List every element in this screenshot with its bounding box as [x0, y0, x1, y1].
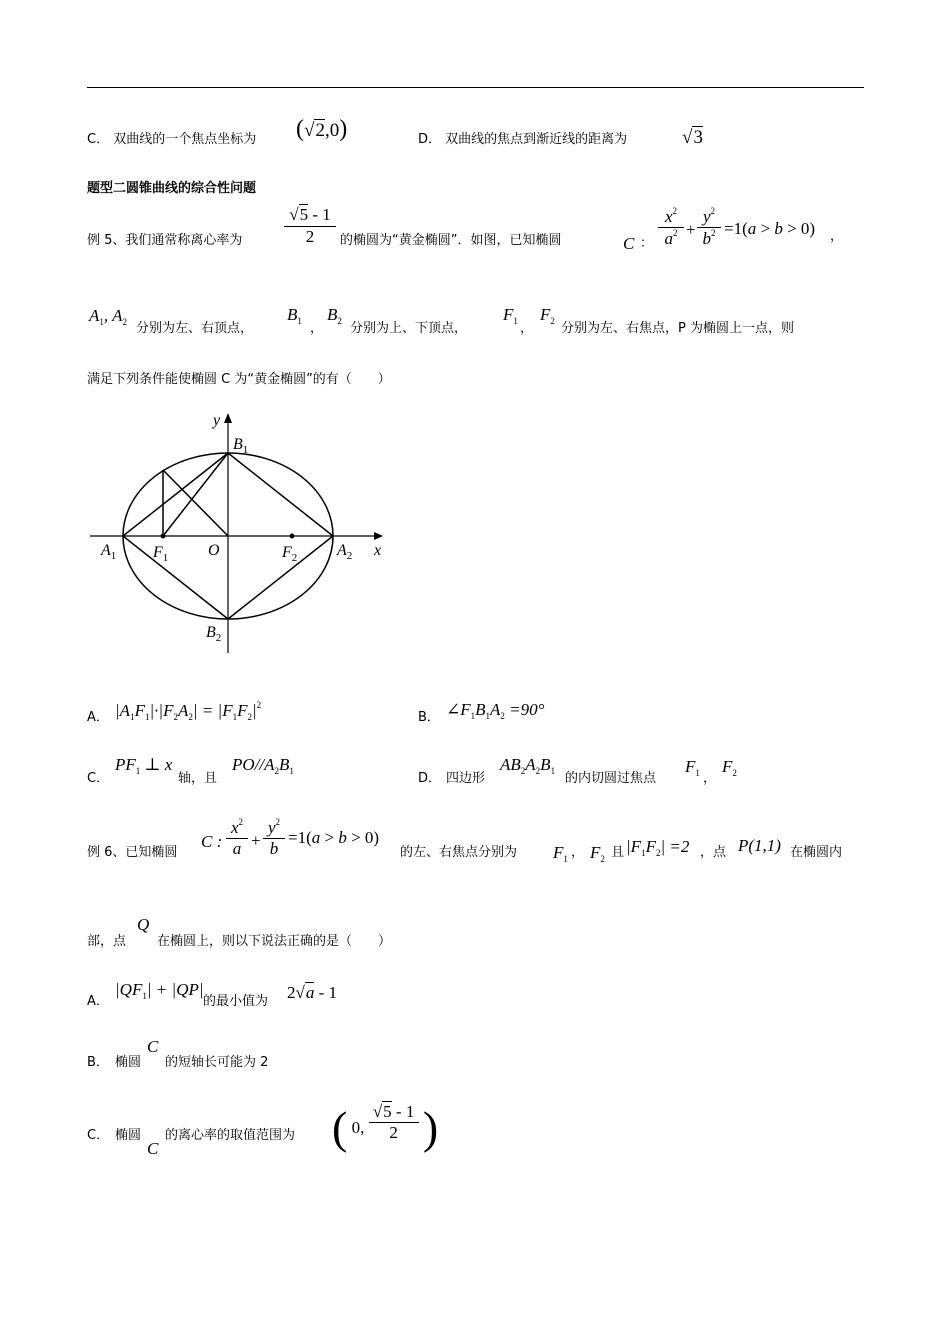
example6-mid3: ，点	[700, 845, 727, 860]
example5-mid: 的椭圆为“黄金椭圆”．如图，已知椭圆	[340, 233, 562, 248]
option6-a-math: $|QF_1| + |QP|$	[115, 980, 204, 1001]
a2-label: $A_2$	[337, 542, 353, 562]
example5-line3: 满足下列条件能使椭圆 C 为“黄金椭圆”的有（ ）	[87, 372, 391, 387]
example5-prefix: 例 5、我们通常称离心率为	[87, 233, 243, 248]
f1-label: $F_1$	[153, 544, 169, 564]
option-a-label: A．	[87, 710, 109, 725]
option6-b-text2: 的短轴长可能为 2	[165, 1055, 269, 1070]
example6-cond: $|F_1F_2| =2$	[626, 837, 690, 858]
option6-b-c: C	[147, 1037, 159, 1056]
example6-x-term: $x^2$ a	[226, 817, 248, 859]
o-label: O	[208, 542, 220, 559]
option-c-math1: $PF_1$ ⊥ x	[115, 755, 173, 776]
header-rule	[87, 87, 864, 88]
option-c-text1: 轴，且	[178, 771, 218, 786]
option-c-top: C． 双曲线的一个焦点坐标为	[87, 132, 257, 147]
option-c-top-math: (√2,0)	[296, 116, 348, 142]
colon: ：	[640, 235, 654, 250]
example5-line2-b: 分别为上、下顶点，	[350, 321, 468, 336]
option-d-f2: $F_2$	[722, 757, 737, 778]
f2-label: $F_2$	[282, 544, 298, 564]
vertex-b2: $B_2$	[327, 305, 342, 326]
plus-sign: +	[686, 220, 696, 239]
comma: ，	[830, 229, 844, 244]
option-d-label: D．	[418, 771, 442, 786]
line-p-o	[163, 470, 228, 536]
option-a-math: $|A_1F_1|\cdot|F_2A_2| = |F_1F_2|^2$	[115, 700, 262, 722]
option6-c-text2: 的离心率的取值范围为	[165, 1128, 296, 1143]
option-d-top-math: √3	[682, 127, 703, 148]
ellipse-y-term: $y^2$ $b^2$	[697, 206, 721, 249]
example6-end1: 在椭圆内	[790, 845, 843, 860]
example6-y-term: $y^2$ b	[263, 817, 285, 859]
section-title: 题型二圆锥曲线的综合性问题	[87, 181, 257, 196]
b2-label: $B_2$	[206, 624, 222, 644]
example6-condition: =1(a > b > 0)	[288, 828, 380, 847]
example6-mid2: 且	[611, 845, 625, 860]
option-d-math: $AB_2A_2B_1$	[500, 755, 556, 776]
ellipse-x-term: $x^2$ $a^2$	[658, 206, 684, 249]
a1-label: $A_1$	[101, 542, 117, 562]
option-c-math2: $PO//A_2B_1$	[232, 755, 294, 776]
comma: ，	[310, 321, 324, 336]
option-d-text2: 的内切圆过焦点	[565, 771, 657, 786]
vertex-b1: $B_1$	[287, 305, 302, 326]
comma: ，	[520, 321, 534, 336]
option-d-top: D． 双曲线的焦点到渐近线的距离为	[418, 132, 628, 147]
example6-c: C :	[201, 832, 223, 851]
ellipse-figure	[85, 405, 395, 660]
option-c-label: C．	[87, 771, 110, 786]
vertices-a: $A_1$, $A_2$	[89, 306, 127, 327]
example6-line2-a: 部，点	[87, 934, 127, 949]
example5-line2-a: 分别为左、右顶点，	[136, 321, 254, 336]
option-d-text1: 四边形	[446, 771, 486, 786]
example6-f1: $F_1$	[553, 843, 568, 864]
option-b-math: $\angle F_1B_1A_2 =90^\circ$	[446, 700, 545, 721]
comma: ，	[571, 845, 585, 860]
option6-a-text: 的最小值为	[203, 994, 269, 1009]
option-b-label: B．	[418, 710, 440, 725]
option6-c-label: C．	[87, 1128, 110, 1143]
option-d-f1: $F_1$	[685, 757, 700, 778]
f1-dot	[161, 534, 166, 539]
example6-line2-b: 在椭圆上，则以下说法正确的是（ ）	[157, 934, 392, 949]
option6-c-c: C	[147, 1139, 159, 1158]
example6-f2: $F_2$	[590, 843, 605, 864]
example6-prefix: 例 6、已知椭圆	[87, 845, 178, 860]
x-axis-arrow	[374, 532, 383, 540]
x-label: x	[374, 542, 382, 559]
b1-label: $B_1$	[233, 436, 249, 456]
ellipse-name: C	[623, 234, 635, 253]
example5-line2-c: 分别为左、右焦点，P 为椭圆上一点，则	[561, 321, 794, 336]
focus-f1: $F_1$	[503, 305, 518, 326]
option6-c-interval: ( 0, $\frac{√5 - 1}{2}$ )	[332, 1102, 439, 1153]
ellipse-condition: =1(a > b > 0)	[724, 219, 816, 238]
comma: ，	[703, 771, 717, 786]
option6-a-label: A．	[87, 994, 109, 1009]
example6-mid1: 的左、右焦点分别为	[400, 845, 518, 860]
option6-c-text1: 椭圆	[115, 1128, 142, 1143]
y-axis-arrow	[224, 413, 232, 423]
option6-b-text1: 椭圆	[115, 1055, 142, 1070]
option6-b-label: B．	[87, 1055, 109, 1070]
golden-ratio-fraction: √5 - 1 2	[284, 205, 336, 247]
example6-q: Q	[137, 915, 150, 934]
plus-sign: +	[251, 831, 261, 850]
f2-dot	[290, 534, 295, 539]
y-label: y	[213, 412, 221, 429]
focus-f2: $F_2$	[540, 305, 555, 326]
option6-a-value: 2√a - 1	[287, 983, 338, 1002]
example6-point: P(1,1)	[738, 836, 781, 855]
